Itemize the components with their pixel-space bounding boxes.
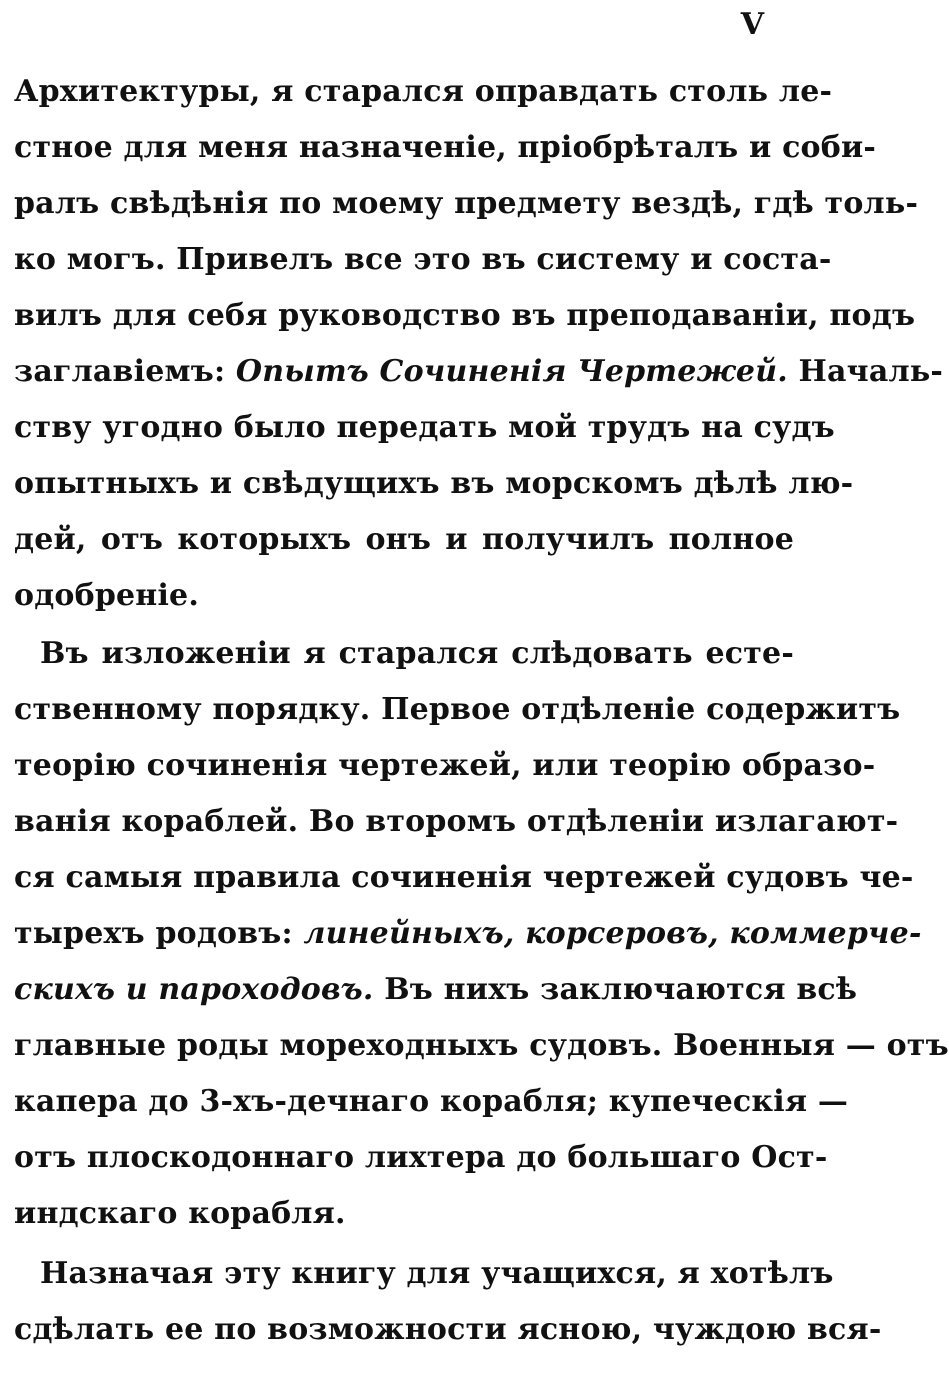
text-line [14, 690, 901, 730]
text-line [14, 1082, 849, 1122]
text-line [14, 464, 854, 504]
text-segment: Архитектуры, я старался оправдать столь ле- [14, 74, 833, 109]
text-segment: ванія кораблей. Во второмъ отдѣленіи излагают- [14, 804, 899, 839]
text-line [14, 240, 832, 280]
italic-text: Опытъ Сочиненія Чертежей. [235, 354, 788, 389]
text-line [14, 1194, 794, 1234]
text-segment: теорію сочиненія чертежей, или теорію образо- [14, 748, 876, 783]
italic-text: скихъ и пароходовъ. [14, 972, 374, 1007]
text-segment: ству угодно было передать мой трудъ на судъ [14, 410, 835, 445]
text-line [14, 970, 858, 1010]
text-segment: одобреніе. [14, 578, 199, 613]
text-segment: тырехъ родовъ: [14, 916, 304, 951]
text-segment: сдѣлать ее по возможности ясною, чуждою вся- [14, 1312, 882, 1347]
text-line [14, 1310, 882, 1350]
text-segment: Началь- [787, 354, 944, 389]
text-segment: вилъ для себя руководство въ преподаваніи, подъ [14, 298, 916, 333]
text-segment: опытныхъ и свѣдущихъ въ морскомъ дѣлѣ лю- [14, 466, 854, 501]
text-line [40, 1254, 834, 1294]
text-line [40, 634, 794, 674]
text-segment: ралъ свѣдѣнія по моему предмету вездѣ, гдѣ толь- [14, 186, 919, 221]
text-line [14, 352, 944, 392]
text-line [14, 520, 794, 560]
text-segment: Въ нихъ заключаются всѣ [373, 972, 858, 1007]
text-line [14, 408, 835, 448]
page-number: V [740, 7, 764, 42]
text-line [14, 576, 794, 616]
text-line [14, 802, 899, 842]
text-line [14, 128, 877, 168]
text-segment: Въ изложеніи я старался слѣдовать есте- [40, 636, 794, 671]
text-line [14, 184, 919, 224]
text-segment: ся самыя правила сочиненія чертежей судовъ че- [14, 860, 914, 895]
text-segment: ко могъ. Привелъ все это въ систему и соста- [14, 242, 832, 277]
text-line [14, 72, 833, 112]
text-line [14, 296, 916, 336]
text-segment: ственному порядку. Первое отдѣленіе содержитъ [14, 692, 901, 727]
italic-text: линейныхъ, корсеровъ, коммерче- [303, 916, 922, 951]
text-segment: отъ плоскодоннаго лихтера до большаго Ост- [14, 1140, 828, 1175]
text-line [14, 858, 914, 898]
text-line [14, 746, 876, 786]
text-segment: заглавіемъ: [14, 354, 236, 389]
text-segment: стное для меня назначеніе, пріобрѣталъ и соби- [14, 130, 877, 165]
text-segment: дей, отъ которыхъ онъ и получилъ полное [14, 522, 794, 557]
text-segment: индскаго корабля. [14, 1196, 346, 1231]
text-line [14, 1138, 828, 1178]
text-line [14, 1026, 949, 1066]
text-segment: Назначая эту книгу для учащихся, я хотѣлъ [40, 1256, 834, 1291]
text-segment: главные роды мореходныхъ судовъ. Военныя — отъ [14, 1028, 949, 1063]
text-segment: капера до 3-хъ-дечнаго корабля; купеческія — [14, 1084, 849, 1119]
text-line [14, 914, 922, 954]
